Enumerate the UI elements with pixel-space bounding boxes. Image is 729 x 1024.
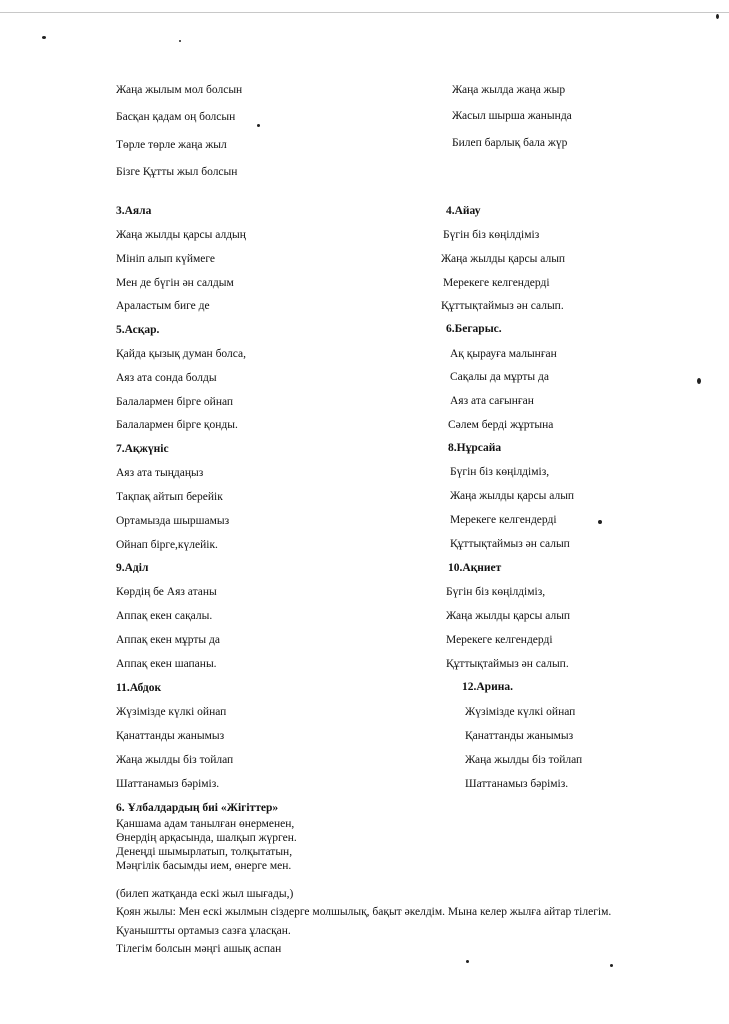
text-line: Ортамызда шыршамыз <box>116 515 230 527</box>
poem-title: 3.Аяла <box>116 205 152 217</box>
text-line: Мерекеге келгендерді <box>443 277 550 289</box>
text-line: Сәлем берді жұртына <box>448 419 554 431</box>
section-title: 6. Ұлбалдардың биі «Жігіттер» <box>116 802 279 814</box>
text-line: Тілегім болсын мәңгі ашық аспан <box>116 943 282 955</box>
text-line: Қаншама адам танылған өнерменен, <box>116 818 295 830</box>
poem-title: 8.Нұрсайа <box>448 442 502 454</box>
text-line: Қуаныштты ортамыз сазға ұласқан. <box>116 925 291 937</box>
scan-speck <box>179 40 181 42</box>
text-line: Балалармен бірге ойнап <box>116 396 234 408</box>
text-line: Аппақ екен сақалы. <box>116 610 213 622</box>
text-line: Басқан қадам оң болсын <box>116 111 236 123</box>
text-line: Аяз ата сонда болды <box>116 372 217 384</box>
text-line: Көрдің бе Аяз атаны <box>116 586 217 598</box>
text-line: Аяз ата сағынған <box>450 395 534 407</box>
text-line: Бүгін біз көңілдіміз <box>443 229 540 241</box>
text-line: Араластым биге де <box>116 300 210 312</box>
text-line: Тақпақ айтып берейік <box>116 491 223 503</box>
poem-title: 6.Бегарыс. <box>446 323 502 335</box>
poem-title: 9.Аділ <box>116 562 149 574</box>
text-line: Аппақ екен шапаны. <box>116 658 217 670</box>
text-line: (билеп жатқанда ескі жыл шығады,) <box>116 888 294 900</box>
text-line: Мерекеге келгендерді <box>446 634 553 646</box>
poem-title: 4.Айау <box>446 205 481 217</box>
scan-speck <box>257 124 260 127</box>
text-line: Жаңа жылды қарсы алдың <box>116 229 246 241</box>
poem-title: 11.Абдок <box>116 682 162 694</box>
text-line: Қанаттанды жанымыз <box>465 730 574 742</box>
text-line: Шаттанамыз бәріміз. <box>465 778 569 790</box>
text-line: Жүзімізде күлкі ойнап <box>116 706 227 718</box>
text-line: Денеңді шымырлатып, толқытатын, <box>116 846 293 858</box>
text-line: Жаңа жылда жаңа жыр <box>452 84 566 96</box>
text-line: Билеп барлық бала жүр <box>452 137 568 149</box>
poem-title: 5.Асқар. <box>116 324 160 336</box>
text-line: Құттықтаймыз ән салып. <box>441 300 564 312</box>
text-line: Бүгін біз көңілдіміз, <box>450 466 550 478</box>
text-line: Жүзімізде күлкі ойнап <box>465 706 576 718</box>
poem-title: 10.Ақниет <box>448 562 502 574</box>
text-line: Қоян жылы: Мен ескі жылмын сіздерге молшылық, бақыт әкелдім. Мына келер жылға айтар тілегім. <box>116 906 612 918</box>
text-line: Жаңа жылым мол болсын <box>116 84 243 96</box>
poem-title: 12.Арина. <box>462 681 513 693</box>
scan-speck <box>697 378 701 384</box>
text-line: Мерекеге келгендерді <box>450 514 557 526</box>
text-line: Бүгін біз көңілдіміз, <box>446 586 546 598</box>
text-line: Төрле төрле жаңа жыл <box>116 139 227 151</box>
poem-title: 7.Ақжүніс <box>116 443 169 455</box>
text-line: Аппақ екен мұрты да <box>116 634 220 646</box>
text-line: Жаңа жылды қарсы алып <box>446 610 571 622</box>
text-line: Қанаттанды жанымыз <box>116 730 225 742</box>
text-line: Құттықтаймыз ән салып. <box>446 658 569 670</box>
text-line: Ақ қырауға малынған <box>450 348 557 360</box>
scan-speck <box>42 36 46 39</box>
page-edge-line <box>0 12 729 13</box>
scan-speck <box>610 964 613 967</box>
text-line: Мәңгілік басымды ием, өнерге мен. <box>116 860 292 872</box>
text-line: Шаттанамыз бәріміз. <box>116 778 220 790</box>
text-line: Жасыл шырша жанында <box>452 110 572 122</box>
scan-speck <box>598 520 602 524</box>
text-line: Аяз ата тыңдаңыз <box>116 467 204 479</box>
text-line: Жаңа жылды біз тойлап <box>116 754 234 766</box>
text-line: Сақалы да мұрты да <box>450 371 549 383</box>
text-line: Мініп алып күймеге <box>116 253 216 265</box>
text-line: Жаңа жылды қарсы алып <box>450 490 575 502</box>
text-line: Бізге Құтты жыл болсын <box>116 166 238 178</box>
text-line: Өнердің арқасында, шалқып жүрген. <box>116 832 297 844</box>
scan-speck <box>466 960 469 963</box>
text-line: Жаңа жылды біз тойлап <box>465 754 583 766</box>
text-line: Балалармен бірге қонды. <box>116 419 238 431</box>
text-line: Мен де бүгін ән салдым <box>116 277 234 289</box>
text-line: Ойнап бірге,күлейік. <box>116 539 218 551</box>
text-line: Қайда қызық думан болса, <box>116 348 246 360</box>
scan-speck <box>716 14 719 19</box>
text-line: Жаңа жылды қарсы алып <box>441 253 566 265</box>
text-line: Құттықтаймыз ән салып <box>450 538 570 550</box>
